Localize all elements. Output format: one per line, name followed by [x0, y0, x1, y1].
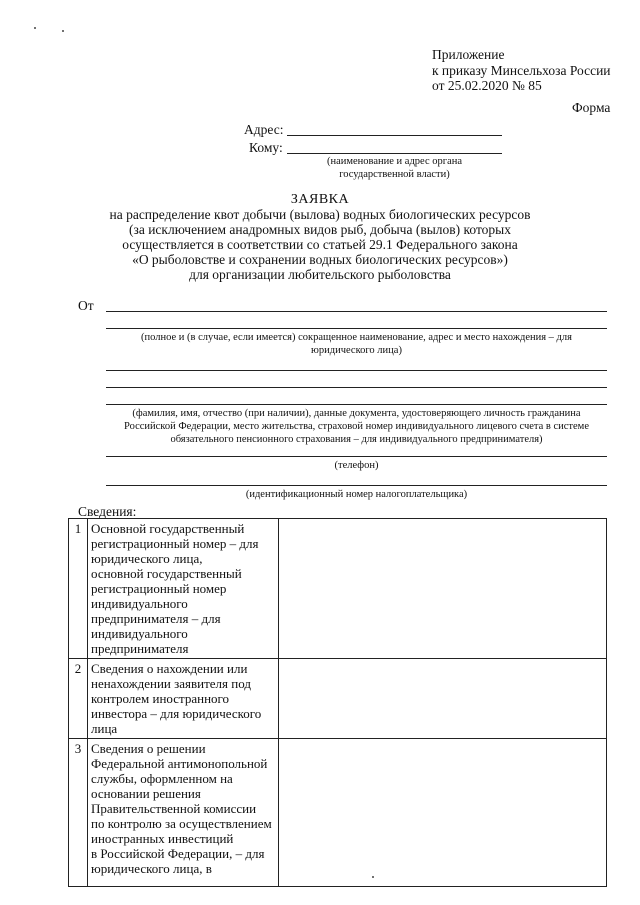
title-line-5: «О рыболовстве и сохранении водных биологических ресурсов») [132, 252, 508, 267]
address-field[interactable] [287, 135, 502, 136]
row-label-line: Основной государственный [91, 521, 245, 536]
row-number: 1 [69, 519, 88, 659]
row-label-line: регистрационный номер – для [91, 536, 259, 551]
appendix-reference [432, 47, 611, 94]
inn-caption: (идентификационный номер налогоплательщика) [245, 489, 468, 500]
document-title [0, 192, 640, 282]
row-label-line: основании решения [91, 786, 201, 801]
row-label-line: предпринимателя – для [91, 611, 221, 626]
title-line-1: ЗАЯВКА [290, 192, 350, 207]
row-label-line: в Российской Федерации, – для [91, 846, 265, 861]
appendix-line-1: Приложение [432, 47, 505, 62]
title-line-3: (за исключением анадромных видов рыб, добыча (вылов) которых [129, 222, 511, 237]
row-number: 3 [69, 739, 88, 887]
from-label: От [78, 298, 94, 313]
table-row [69, 659, 607, 739]
phone-field[interactable] [106, 456, 607, 457]
row-label-line: Федеральной антимонопольной [91, 756, 268, 771]
row-label-line: основной государственный [91, 566, 242, 581]
table-row [69, 739, 607, 887]
title-line-4: осуществляется в соответствии со статьей 29.1 Федерального закона [122, 237, 518, 252]
address-label: Адрес: [244, 122, 284, 137]
row-value-cell[interactable] [279, 519, 607, 659]
entrepreneur-caption-line-1: (фамилия, имя, отчество (при наличии), данные документа, удостоверяющего личность гражданина [132, 408, 581, 419]
row-label [88, 659, 279, 739]
row-label-line: службы, оформленном на [91, 771, 233, 786]
authority-caption-line-2: государственной власти) [339, 169, 450, 180]
row-value-cell[interactable] [279, 739, 607, 887]
info-table [68, 518, 607, 887]
entrepreneur-caption-line-3: обязательного пенсионного страхования – для индивидуального предпринимателя) [170, 434, 543, 445]
appendix-line-2: к приказу Минсельхоза России [432, 62, 611, 78]
title-line-2: на распределение квот добычи (вылова) водных биологических ресурсов [109, 207, 531, 222]
row-label-line: инвестора – для юридического [91, 706, 262, 721]
scan-speck [34, 27, 36, 29]
person-field-line-3[interactable] [106, 404, 607, 405]
phone-caption: (телефон) [334, 460, 379, 471]
row-label [88, 519, 279, 659]
row-label-line: иностранных инвестиций [91, 831, 234, 846]
row-label-line: юридического лица, в [91, 861, 212, 876]
legal-entity-caption-line-2: юридического лица) [311, 345, 402, 356]
row-label-line: индивидуального [91, 626, 188, 641]
row-label-line: Сведения о решении [91, 741, 206, 756]
from-field-line-2[interactable] [106, 328, 607, 329]
row-label-line: юридического лица, [91, 551, 203, 566]
appendix-line-3: от 25.02.2020 № 85 [432, 78, 542, 93]
entrepreneur-caption [106, 407, 607, 446]
person-field-line-1[interactable] [106, 370, 607, 371]
from-field-line-1[interactable] [106, 311, 607, 312]
scan-speck [62, 30, 64, 32]
authority-caption [287, 155, 502, 181]
row-value-cell[interactable] [279, 659, 607, 739]
legal-entity-caption-line-1: (полное и (в случае, если имеется) сокращенное наименование, адрес и место нахождения – для [141, 332, 572, 343]
row-label-line: Правительственной комиссии [91, 801, 257, 816]
person-field-line-2[interactable] [106, 387, 607, 388]
row-label [88, 739, 279, 887]
inn-field[interactable] [106, 485, 607, 486]
title-line-6: для организации любительского рыболовства [189, 267, 451, 282]
info-label: Сведения: [78, 504, 137, 519]
row-label-line: по контролю за осуществлением [91, 816, 272, 831]
to-field[interactable] [287, 153, 502, 154]
row-label-line: ненахождении заявителя под [91, 676, 251, 691]
row-label-line: регистрационный номер [91, 581, 227, 596]
row-label-line: предпринимателя [91, 641, 189, 656]
entrepreneur-caption-line-2: Российской Федерации, место жительства, страховой номер индивидуального лицевого счета в системе [124, 421, 589, 432]
row-label-line: лица [91, 721, 118, 736]
row-label-line: контролем иностранного [91, 691, 230, 706]
table-row [69, 519, 607, 659]
row-number: 2 [69, 659, 88, 739]
row-label-line: индивидуального [91, 596, 188, 611]
row-label-line: Сведения о нахождении или [91, 661, 248, 676]
form-label: Форма [572, 100, 611, 115]
to-label: Кому: [249, 140, 283, 155]
authority-caption-line-1: (наименование и адрес органа [326, 156, 463, 167]
legal-entity-caption [106, 331, 607, 357]
